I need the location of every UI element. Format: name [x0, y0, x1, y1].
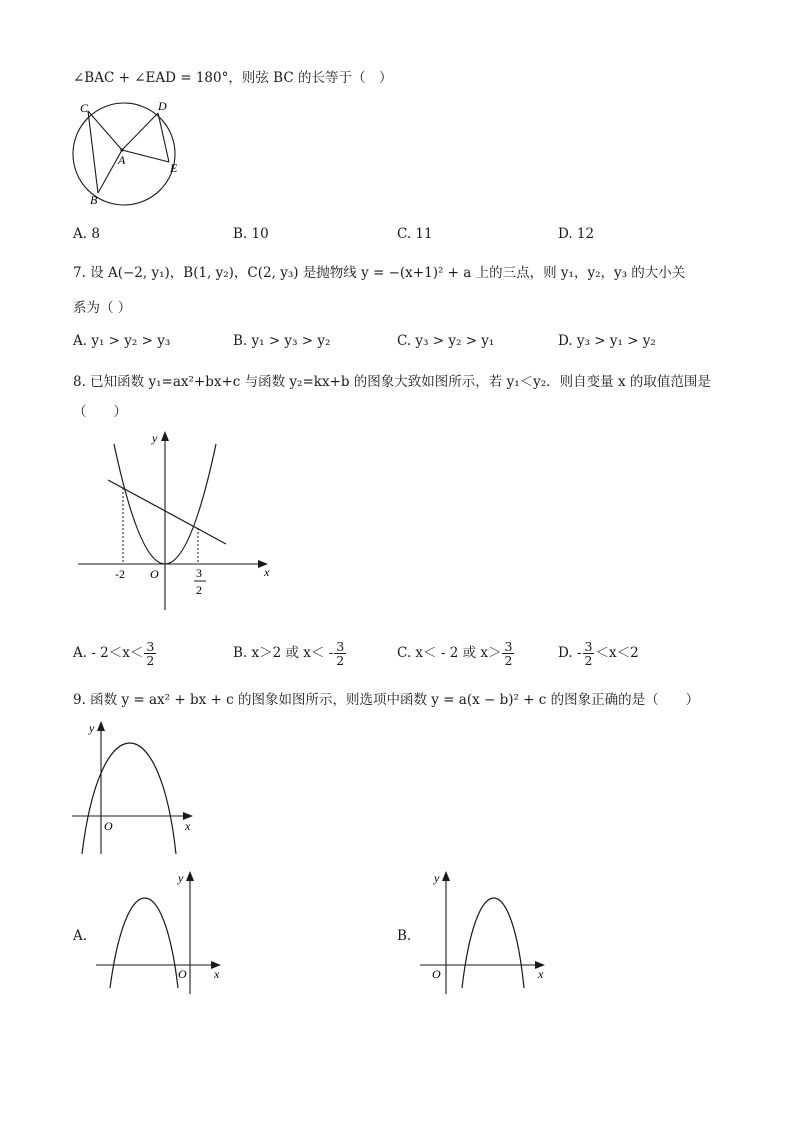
q9-stem: 9. 函数 y = ax² + bx + c 的图象如图所示，则选项中函数 y = a(x − b)² + c 的图象正确的是（ ）: [73, 692, 700, 708]
q7-option-a[interactable]: A. y₁ > y₂ > y₃: [73, 333, 171, 349]
q8-graph-figure: [74, 424, 284, 614]
q8-tick-neg2: -2: [115, 567, 125, 581]
q9-option-b-graph[interactable]: [416, 868, 556, 998]
q8-option-a-prefix: A. - 2＜x＜: [73, 645, 144, 662]
q8-option-d-prefix: D. -: [558, 645, 582, 662]
q9-option-b-origin: O: [432, 967, 441, 981]
q9-option-b-label[interactable]: B.: [397, 928, 412, 944]
q8-option-a[interactable]: [73, 640, 157, 667]
q8-stem-line1: 8. 已知函数 y₁=ax²+bx+c 与函数 y₂=kx+b 的图象大致如图所示，若 y₁＜y₂．则自变量 x 的取值范围是: [73, 374, 711, 390]
q8-option-c-fraction: $\frac{3}{2}$: [504, 639, 513, 669]
q8-option-d[interactable]: [558, 640, 639, 667]
q8-option-a-fraction: $\frac{3}{2}$: [146, 639, 155, 669]
q9-y-axis-label: y: [89, 721, 95, 735]
q8-stem-line2: （ ）: [73, 404, 127, 420]
q7-option-c[interactable]: C. y₃ > y₂ > y₁: [397, 333, 495, 349]
q6-option-b[interactable]: B. 10: [233, 226, 269, 242]
q8-tick-frac-den: 2: [196, 583, 202, 597]
q9-graph-figure: [70, 716, 200, 856]
q8-option-b[interactable]: [233, 640, 347, 667]
q6-option-c[interactable]: C. 11: [397, 226, 433, 242]
q9-x-axis-label: x: [185, 819, 191, 833]
q9-option-a-label[interactable]: A.: [73, 928, 88, 944]
q8-origin-label: O: [150, 567, 159, 581]
q6-label-a: A: [118, 153, 126, 167]
q9-option-a-x-label: x: [214, 967, 220, 981]
q6-label-c: C: [80, 101, 89, 115]
q9-option-a-graph[interactable]: [92, 868, 232, 998]
q8-option-d-fraction: $\frac{3}{2}$: [584, 639, 593, 669]
q6-circle-figure: [66, 98, 196, 208]
q7-stem-line2: 系为（ ）: [73, 300, 132, 316]
q6-label-e: E: [170, 161, 178, 175]
q6-option-a[interactable]: A. 8: [73, 226, 100, 242]
q8-tick-frac-num: 3: [196, 566, 202, 580]
q8-option-b-prefix: B. x＞2 或 x＜ -: [233, 645, 334, 662]
q7-option-b[interactable]: B. y₁ > y₃ > y₂: [233, 333, 331, 349]
q8-option-b-fraction: $\frac{3}{2}$: [336, 639, 345, 669]
q6-label-d: D: [158, 99, 167, 113]
q8-option-c[interactable]: [397, 640, 515, 667]
q7-option-d[interactable]: D. y₃ > y₁ > y₂: [558, 333, 656, 349]
q8-option-c-prefix: C. x＜ - 2 或 x＞: [397, 645, 502, 662]
q6-condition: ∠BAC + ∠EAD = 180°，则弦 BC 的长等于（ ）: [73, 70, 393, 86]
q9-option-b-x-label: x: [538, 967, 544, 981]
q8-x-axis-label: x: [264, 565, 270, 579]
q8-y-axis-label: y: [152, 431, 158, 445]
q9-option-b-y-label: y: [434, 871, 440, 885]
q9-origin-label: O: [104, 819, 113, 833]
q6-option-d[interactable]: D. 12: [558, 226, 595, 242]
q9-option-a-origin: O: [178, 967, 187, 981]
q6-label-b: B: [90, 193, 98, 207]
q9-option-a-y-label: y: [178, 871, 184, 885]
q7-stem-line1: 7. 设 A(−2, y₁)，B(1, y₂)，C(2, y₃) 是抛物线 y = −(x+1)² + a 上的三点，则 y₁，y₂，y₃ 的大小关: [73, 265, 686, 281]
q8-option-d-suffix: ＜x＜2: [595, 645, 639, 662]
